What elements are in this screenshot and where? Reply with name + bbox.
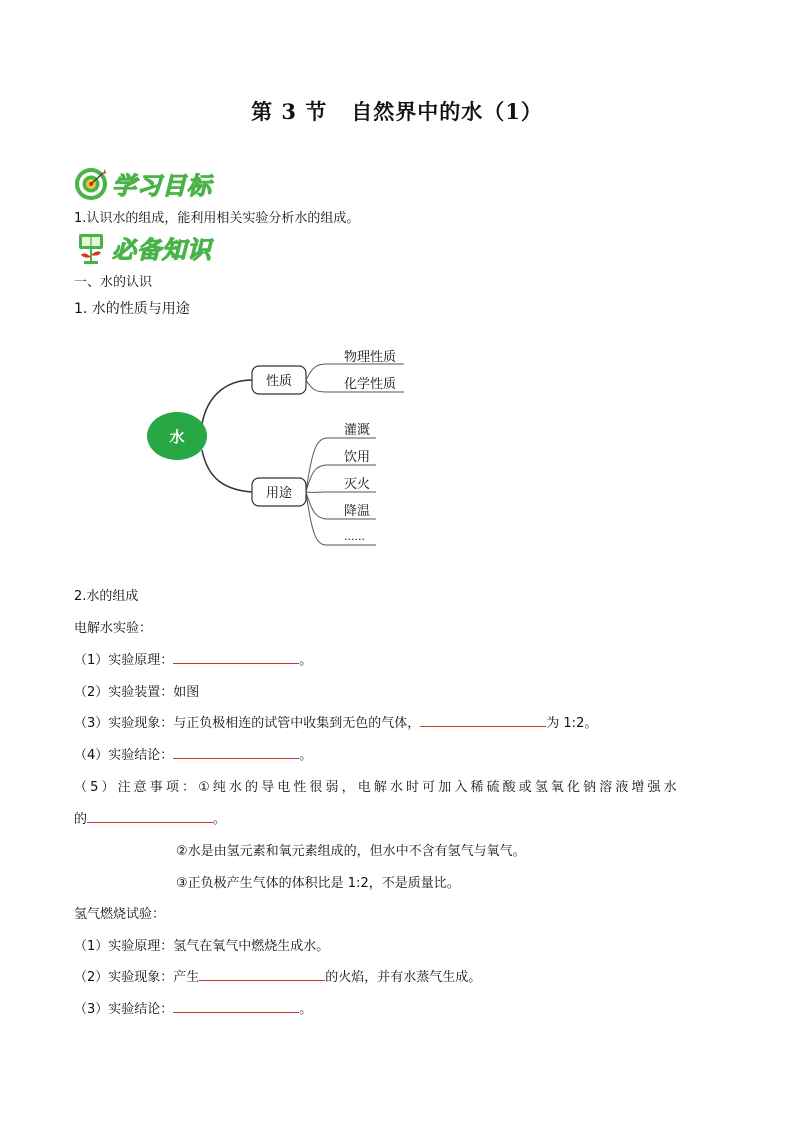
answer-blank[interactable] — [173, 999, 299, 1013]
electrolysis-phenomenon — [74, 712, 597, 731]
answer-blank[interactable] — [173, 650, 299, 664]
electrolysis-phenomenon-text: （3）实验现象：与正负极相连的试管中收集到无色的气体， — [74, 716, 421, 731]
period: 。 — [299, 1002, 313, 1017]
section-number: 第 3 节 — [251, 99, 328, 124]
mindmap-connector — [202, 380, 252, 424]
mindmap-property-leaf: 化学性质 — [344, 377, 397, 392]
mindmap — [140, 340, 420, 550]
electrolysis-title: 电解水实验： — [74, 621, 153, 636]
electrolysis-apparatus: （2）实验装置：如图 — [74, 685, 200, 700]
target-icon — [74, 167, 108, 201]
mindmap-branch-use-label: 用途 — [265, 486, 293, 501]
answer-blank[interactable] — [420, 713, 546, 727]
mindmap-connector — [202, 450, 252, 492]
period: 。 — [213, 812, 227, 827]
answer-blank[interactable] — [199, 967, 325, 981]
electrolysis-note-1-continued — [74, 808, 226, 827]
electrolysis-principle-label: （1）实验原理： — [74, 653, 174, 668]
electrolysis-conclusion — [74, 744, 312, 763]
heading-water-composition: 2.水的组成 — [74, 589, 139, 604]
combustion-phenomenon-text: （2）实验现象：产生 — [74, 970, 200, 985]
learning-goal-title: 学习目标 — [112, 172, 212, 200]
mindmap-use-leaf: 降温 — [344, 504, 371, 519]
mindmap-branch-property-label: 性质 — [265, 374, 293, 389]
essential-knowledge-banner — [74, 230, 212, 265]
combustion-principle: （1）实验原理：氢气在氧气中燃烧生成水。 — [74, 939, 330, 954]
electrolysis-note-label: （5）注意事项： — [74, 780, 199, 795]
mindmap-root-label: 水 — [169, 428, 185, 446]
page-title — [0, 96, 794, 126]
mindmap-property-leaf: 物理性质 — [344, 350, 397, 365]
book-plant-icon — [74, 231, 108, 265]
mindmap-use-leaf: 灌溉 — [344, 423, 371, 438]
learning-goal-banner — [74, 166, 212, 201]
heading-water-recognition: 一、水的认识 — [74, 275, 153, 290]
electrolysis-note-3: ③正负极产生气体的体积比是 1:2，不是质量比。 — [176, 876, 460, 891]
period: 。 — [299, 748, 313, 763]
period: 。 — [299, 653, 313, 668]
combustion-conclusion — [74, 998, 312, 1017]
electrolysis-note-1-text: ①纯水的导电性很弱，电解水时可加入稀硫酸或氢氧化钠溶液增强水 — [198, 780, 680, 795]
mindmap-use-leaf: ...... — [344, 530, 365, 543]
heading-water-properties-uses: 1. 水的性质与用途 — [74, 301, 190, 317]
section-name: 自然界中的水（1） — [351, 99, 543, 124]
electrolysis-note-2: ②水是由氢元素和氧元素组成的，但水中不含有氢气与氧气。 — [176, 844, 526, 859]
combustion-phenomenon — [74, 966, 481, 985]
mindmap-use-leaf: 饮用 — [344, 450, 371, 465]
answer-blank[interactable] — [173, 745, 299, 759]
essential-knowledge-title: 必备知识 — [112, 236, 212, 264]
mindmap-use-leaf: 灭火 — [344, 477, 371, 492]
electrolysis-phenomenon-ratio: 为 1:2。 — [546, 716, 598, 731]
goal-item: 1.认识水的组成，能利用相关实验分析水的组成。 — [74, 211, 360, 226]
electrolysis-note-1 — [74, 776, 680, 795]
electrolysis-note-1-tail: 的 — [74, 812, 88, 827]
combustion-phenomenon-tail: 的火焰，并有水蒸气生成。 — [325, 970, 482, 985]
electrolysis-principle — [74, 649, 312, 668]
answer-blank[interactable] — [87, 809, 213, 823]
combustion-title: 氢气燃烧试验： — [74, 907, 166, 922]
combustion-conclusion-label: （3）实验结论： — [74, 1002, 174, 1017]
electrolysis-conclusion-label: （4）实验结论： — [74, 748, 174, 763]
